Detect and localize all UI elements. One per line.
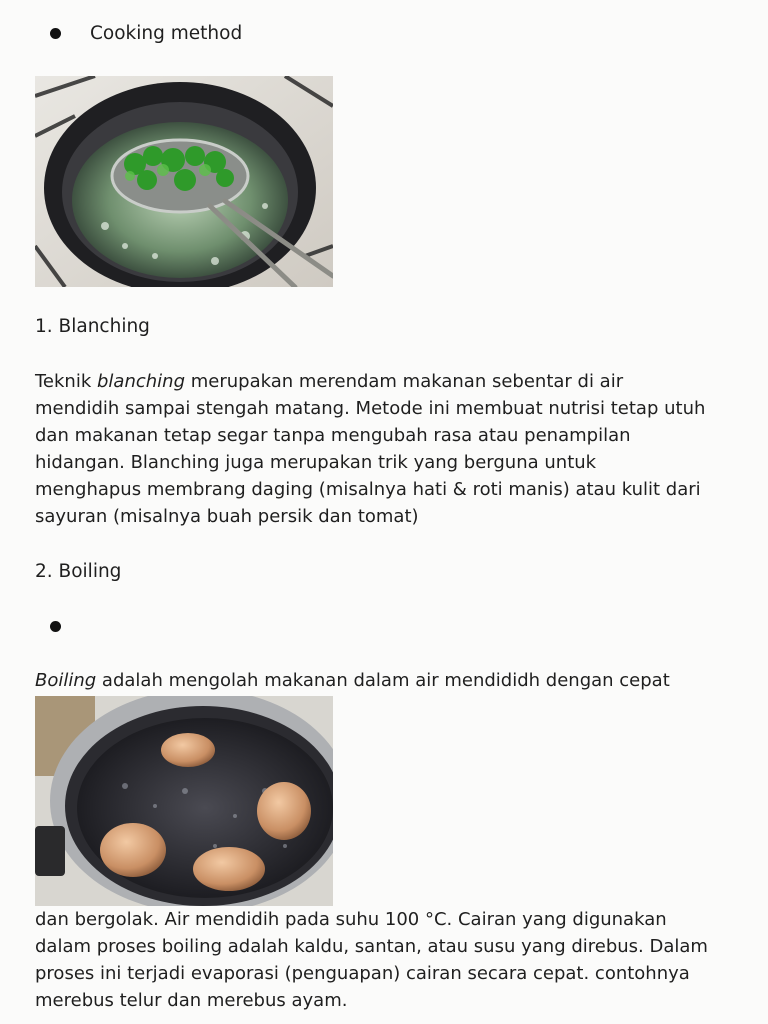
boiling-photo	[35, 696, 333, 906]
boiling-line: proses ini terjadi evaporasi (penguapan) cairan secara cepat. contohnya	[35, 963, 690, 984]
blanching-text-after: merupakan merendam makanan sebentar di air	[185, 371, 624, 392]
blanching-line: hidangan. Blanching juga merupakan trik yang berguna untuk	[35, 452, 597, 473]
blanching-text-before: Teknik	[35, 371, 97, 392]
boiling-text-after: adalah mengolah makanan dalam air mendididh dengan cepat	[96, 670, 670, 691]
blanching-paragraph	[35, 368, 740, 530]
boiling-line: merebus telur dan merebus ayam.	[35, 990, 348, 1011]
blanching-line: sayuran (misalnya buah persik dan tomat)	[35, 506, 419, 527]
blanching-heading: 1. Blanching	[35, 316, 150, 337]
blanching-line: mendidih sampai stengah matang. Metode ini membuat nutrisi tetap utuh	[35, 398, 706, 419]
blanching-photo	[35, 76, 333, 287]
boiling-heading: 2. Boiling	[35, 561, 122, 582]
boiling-term: Boiling	[35, 670, 97, 691]
blanching-line: dan makanan tetap segar tanpa mengubah rasa atau penampilan	[35, 425, 631, 446]
bullet-icon	[50, 28, 61, 39]
blanching-line-1	[35, 368, 740, 395]
blanching-term: blanching	[97, 371, 186, 392]
section-title: Cooking method	[90, 23, 243, 44]
boiling-intro-line	[35, 667, 740, 694]
boiling-line: dan bergolak. Air mendidih pada suhu 100 °C. Cairan yang digunakan	[35, 909, 667, 930]
boiling-paragraph	[35, 906, 740, 1014]
boiling-line: dalam proses boiling adalah kaldu, santan, atau susu yang direbus. Dalam	[35, 936, 708, 957]
blanching-line: menghapus membrang daging (misalnya hati & roti manis) atau kulit dari	[35, 479, 701, 500]
bullet-icon	[50, 621, 61, 632]
